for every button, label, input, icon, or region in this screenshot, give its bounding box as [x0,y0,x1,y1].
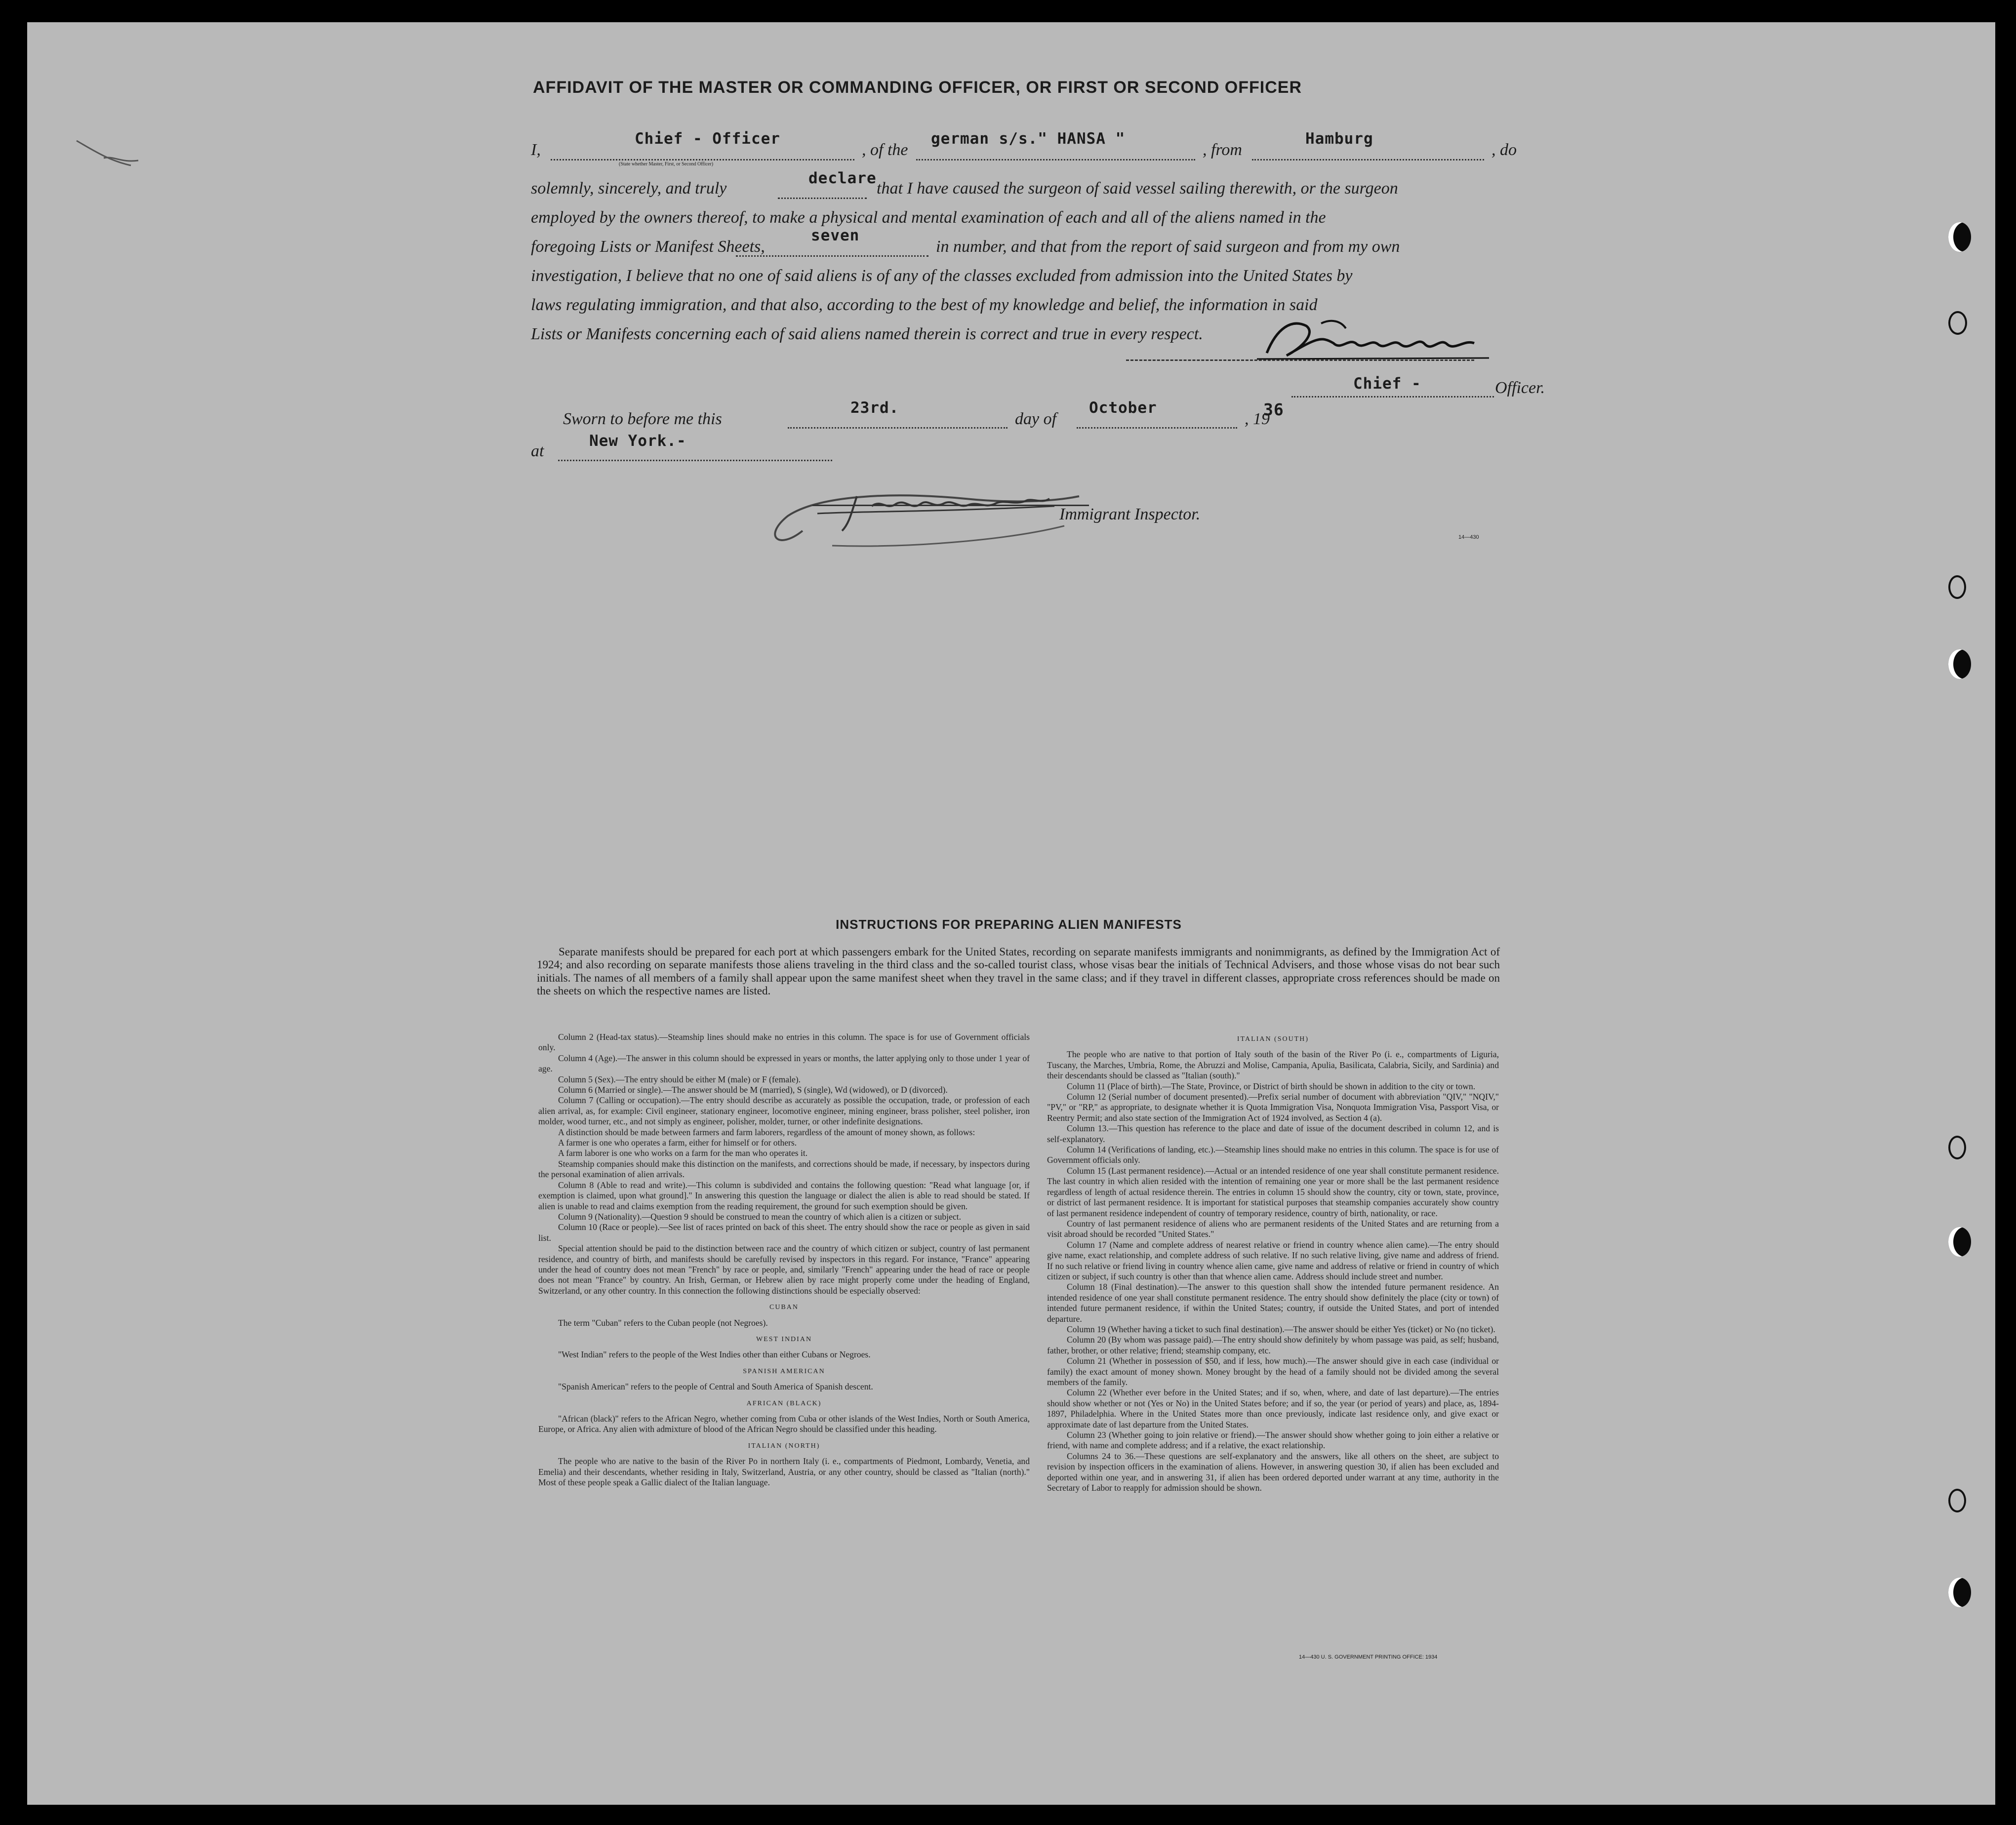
document-page: AFFIDAVIT OF THE MASTER OR COMMANDING OFFICER, OR FIRST OR SECOND OFFICER I, Chief - Officer (State whether Master, First, or Second Officer) , of the german s/s." HANSA " , from Hamburg , do solemnly, sincerely, and truly declare that I have caused the surgeon of said vessel sailing therewith, or the surgeon employed by the owners thereof, to make a physical and mental examination of each and all of the aliens named in the foregoing Lists or Manifest Sheets, seven in number, and that from the report of said surgeon and from my own investigation, I believe that no one of said aliens is of any of the classes excluded from admission into the United States by laws regulating immigration, and that also, according to the best of my knowledge and belief, the information in said Lists or Manifests concerning each of said aliens named therein is correct and true in every respect. Chief - Officer. Sworn to before me this 23rd. day of October , 19 36 at New York.- Immigrant Inspector. 14—430 INSTRUCTIONS FOR PREPARING ALIEN MANIFESTS Separate manifests should be prepared for each port at which passengers embark for the United States, recording on separate manifests immigrants and nonimmigrants, as defined by the Immigration Act of 1924; and also recording on separate manifests those aliens traveling in the third class and the so-called tourist class, whose visas bear the initials of Technical Advisers, and those whose visas do not bear such initials. The names of all members of a family shall appear upon the same manifest sheet when they travel in the same class; and if they travel in different classes, appropriate cross references should be made on the sheets on which the respective names are listed. Column 2 (Head-tax status).—Steamship lines should make no entries in this column. The space is for use of Government officials only. Column 4 (Age).—The answer in this column should be expressed in years or months, the latter applying only to those under 1 year of age. Column 5 (Sex).—The entry should be either M (male) or F (female). Column 6 (Married or single).—The answer should be M (married), S (single), Wd (widowed), or D (divorced). Column 7 (Calling or occupation).—The entry should describe as accurately as possible the occupation, trade, or profession of each alien arrival, as, for example: Civil engineer, stationary engineer, locomotive engineer, mining engineer, brass polisher, steel polisher, iron molder, wood turner, etc., and not simply as engineer, polisher, molder, turner, or other indefinite designations. A distinction should be made between farmers and farm laborers, regardless of the amount of money shown, as follows: A farmer is one who operates a farm, either for himself or for others. A farm laborer is one who works on a farm for the man who operates it. Steamship companies should make this distinction on the manifests, and corrections should be made, if necessary, by inspectors during the personal examination of alien arrivals. Column 8 (Able to read and write).—This column is subdivided and contains the following question: "Read what language [or, if exemption is claimed, upon what ground]." In answering this question the language or dialect the alien is able to read should be stated. If alien is unable to read and claims exemption from the reading requirement, the ground for such exemption should be given. Column 9 (Nationality).—Question 9 should be construed to mean the country of which alien is a citizen or subject. Column 10 (Race or people).—See list of races printed on back of this sheet. The entry should show the race or people as given in said list. Special attention should be paid to the distinction between race and the country of which citizen or subject, country of last permanent residence, and country of birth, and manifests should be carefully revised by inspectors in this regard. For instance, "France" appearing under the head of country does not mean "French" by race or people, and, similarly "French" appearing under the head of race or people does not mean "France" by country. An Irish, German, or Hebrew alien by race might properly come under the heading of England, Switzerland, or any other country. In this connection the following distinctions should be especially observed: CUBAN The term "Cuban" refers to the Cuban people (not Negroes). WEST INDIAN "West Indian" refers to the people of the West Indies other than either Cubans or Negroes. SPANISH AMERICAN "Spanish American" refers to the people of Central and South America of Spanish descent. AFRICAN (BLACK) "African (black)" refers to the African Negro, whether coming from Cuba or other islands of the West Indies, North or South America, Europe, or Africa. Any alien with admixture of blood of the African Negro should be classified under this heading. ITALIAN (NORTH) The people who are native to the basin of the River Po in northern Italy (i. e., compartments of Piedmont, Lombardy, Venetia, and Emelia) and their descendants, whether residing in Italy, Switzerland, Austria, or any other country, should be classed as "Italian (north)." Most of these people speak a Gallic dialect of the Italian language. ITALIAN (SOUTH) The people who are native to that portion of Italy south of the basin of the River Po (i. e., compartments of Liguria, Tuscany, the Marches, Umbria, Rome, the Abruzzi and Molise, Campania, Apulia, Basilicata, Calabria, Sicily, and Sardinia) and their descendants should be classed as "Italian (south)." Column 11 (Place of birth).—The State, Province, or District of birth should be shown in addition to the city or town. Column 12 (Serial number of document presented).—Prefix serial number of document with abbreviation "QIV," "NQIV," "PV," or "RP," as appropriate, to designate whether it is Quota Immigration Visa, Nonquota Immigration Visa, Passport Visa, or Reentry Permit; and also state section of the Immigration Act of 1924 involved, as Section 4 (a). Column 13.—This question has reference to the place and date of issue of the document described in column 12, and is self-explanatory. Column 14 (Verifications of landing, etc.).—Steamship lines should make no entries in this column. The space is for use of Government officials only. Column 15 (Last permanent residence).—Actual or an intended residence of one year shall constitute permanent residence. The last country in which alien resided with the intention of remaining one year or more shall be the last permanent residence regardless of length of actual residence therein. The entries in column 15 should show the country, city or town, state, province, or district of last permanent residence. It is important for statistical purposes that steamship companies accurately show country of last permanent residence independent of country of temporary residence, country of birth, nationality, or race. Country of last permanent residence of aliens who are permanent residents of the United States and are returning from a visit abroad should be recorded "United States." Column 17 (Name and complete address of nearest relative or friend in country whence alien came).—The entry should give name, exact relationship, and complete address of such relative. If no such relative living, give name and address of friend. If no such relative or friend living in country whence alien came, give name and address of relative or friend in country of which citizen or subject, if such country is other than that whence alien came. Address should include street and number. Column 18 (Final destination).—The answer to this question shall show the intended future permanent residence. An intended residence of one year shall constitute permanent residence. The entry should show definitely the place (city or town) of intended future permanent residence, if within the United States; country, if outside the United States, and port of intended departure. Column 19 (Whether having a ticket to such final destination).—The answer should be either Yes (ticket) or No (no ticket). Column 20 (By whom was passage paid).—The entry should show definitely by whom passage was paid, as self; husband, father, brother, or other relative; friend; steamship company, etc. Column 21 (Whether in possession of $50, and if less, how much).—The answer should give in each case (individual or family) the exact amount of money shown. Money brought by the head of a family should not be divided among the several members of the family. Column 22 (Whether ever before in the United States; and if so, when, where, and date of last departure).—The entries should show whether or not (Yes or No) in the United States before; and if so, the year (or period of years) and place, as, 1894-1897, Philadelphia. Where in the United States more than once previously, indicate last residence only, and give exact or approximate date of last departure from the United States. Column 23 (Whether going to join relative or friend).—The answer should show whether going to join either a relative or friend, with name and complete address; and if a relative, the exact relationship. Columns 24 to 36.—These questions are self-explanatory and the answers, like all others on the sheet, are subject to revision by inspection officers in the examination of aliens. However, in answering question 30, if alien has been excluded and deported within one year, and in answering 31, if alien has been ordered deported under warrant at any time, authority in the Secretary of Labor to reapply for admission should be shown. 14—430 U. S. GOVERNMENT PRINTING OFFICE: 1934 [27,22,1995,1805]
officer-caption: Officer. [1495,379,1545,397]
form-number: 14—430 [1458,534,1479,540]
sheet-count-field: seven [811,227,860,244]
signer-rank-field: Chief - [1353,375,1421,393]
sworn-text: Sworn to before me this [563,410,722,428]
affidavit-text: I, [531,141,541,159]
instructions-right-column: ITALIAN (SOUTH) The people who are native to that portion of Italy south of the basin of the River Po (i. e., compartments of Liguria, Tuscany, the Marches, Umbria, Rome, the Abruzzi and Molise, Campania, Apulia, Basilicata, Calabria, Sicily, and Sardinia) and their descendants should be classed as "Italian (south)." Column 11 (Place of birth).—The State, Province, or District of birth should be shown in addition to the city or town. Column 12 (Serial number of document presented).—Prefix serial number of document with abbreviation "QIV," "NQIV," "PV," or "RP," as appropriate, to designate whether it is Quota Immigration Visa, Nonquota Immigration Visa, Passport Visa, or Reentry Permit; and also state section of the Immigration Act of 1924 involved, as Section 4 (a). Column 13.—This question has reference to the place and date of issue of the document described in column 12, and is self-explanatory. Column 14 (Verifications of landing, etc.).—Steamship lines should make no entries in this column. The space is for use of Government officials only. Column 15 (Last permanent residence).—Actual or an intended residence of one year shall constitute permanent residence. The last country in which alien resided with the intention of remaining one year or more shall be the last permanent residence regardless of length of actual residence therein. The entries in column 15 should show the country, city or town, state, province, or district of last permanent residence. It is important for statistical purposes that steamship companies accurately show country of last permanent residence independent of country of temporary residence, country of birth, nationality, or race. Country of last permanent residence of aliens who are permanent residents of the United States and are returning from a visit abroad should be recorded "United States." Column 17 (Name and complete address of nearest relative or friend in country whence alien came).—The entry should give name, exact relationship, and complete address of such relative. If no such relative living, give name and address of friend. If no such relative or friend living in country whence alien came, give name and address of relative or friend in country of which citizen or subject, if such country is other than that whence alien came. Address should include street and number. Column 18 (Final destination).—The answer to this question shall show the intended future permanent residence. An intended residence of one year shall constitute permanent residence. The entry should show definitely the place (city or town) of intended future permanent residence, if within the United States; country, if outside the United States, and port of intended departure. Column 19 (Whether having a ticket to such final destination).—The answer should be either Yes (ticket) or No (no ticket). Column 20 (By whom was passage paid).—The entry should show definitely by whom passage was paid, as self; husband, father, brother, or other relative; friend; steamship company, etc. Column 21 (Whether in possession of $50, and if less, how much).—The answer should give in each case (individual or family) the exact amount of money shown. Money brought by the head of a family should not be divided among the several members of the family. Column 22 (Whether ever before in the United States; and if so, when, where, and date of last departure).—The entries should show whether or not (Yes or No) in the United States before; and if so, the year (or period of years) and place, as, 1894-1897, Philadelphia. Where in the United States more than once previously, indicate last residence only, and give exact or approximate date of last departure from the United States. Column 23 (Whether going to join relative or friend).—The answer should show whether going to join either a relative or friend, with name and complete address; and if a relative, the exact relationship. Columns 24 to 36.—These questions are self-explanatory and the answers, like all others on the sheet, are subject to revision by inspection officers in the examination of aliens. However, in answering question 30, if alien has been excluded and deported within one year, and in answering 31, if alien has been ordered deported under warrant at any time, authority in the Secretary of Labor to reapply for admission should be shown. [1047,1035,1499,1493]
binder-hole-icon [1948,1489,1966,1512]
rank-caption: (State whether Master, First, or Second Officer) [619,161,714,167]
pencil-mark-icon [74,131,143,170]
port-field: Hamburg [1305,130,1373,148]
binder-hole-icon [1948,649,1971,679]
instructions-heading: INSTRUCTIONS FOR PREPARING ALIEN MANIFESTS [836,917,1182,932]
declaration-field: declare [808,169,877,187]
instructions-intro: Separate manifests should be prepared for each port at which passengers embark for the United States, recording on separate manifests immigrants and nonimmigrants, as defined by the Immigration Act of 1924; and also recording on separate manifests those aliens traveling in the third class and the so-called tourist class, whose visas bear the initials of Technical Advisers, and those whose visas do not bear such initials. The names of all members of a family shall appear upon the same manifest sheet when they travel in the same class; and if they travel in different classes, appropriate cross references should be made on the sheets on which the respective names are listed. [537,946,1500,997]
inspector-caption: Immigrant Inspector. [1059,505,1201,523]
binder-hole-icon [1948,222,1971,252]
binder-hole-icon [1948,1227,1971,1257]
printing-office-note: 14—430 U. S. GOVERNMENT PRINTING OFFICE: 1934 [1299,1654,1438,1660]
officer-signature [1247,309,1504,373]
instructions-left-column: Column 2 (Head-tax status).—Steamship lines should make no entries in this column. The space is for use of Government officials only. Column 4 (Age).—The answer in this column should be expressed in years or months, the latter applying only to those under 1 year of age. Column 5 (Sex).—The entry should be either M (male) or F (female). Column 6 (Married or single).—The answer should be M (married), S (single), Wd (widowed), or D (divorced). Column 7 (Calling or occupation).—The entry should describe as accurately as possible the occupation, trade, or profession of each alien arrival, as, for example: Civil engineer, stationary engineer, locomotive engineer, mining engineer, brass polisher, steel polisher, iron molder, wood turner, etc., and not simply as engineer, polisher, molder, turner, or other indefinite designations. A distinction should be made between farmers and farm laborers, regardless of the amount of money shown, as follows: A farmer is one who operates a farm, either for himself or for others. A farm laborer is one who works on a farm for the man who operates it. Steamship companies should make this distinction on the manifests, and corrections should be made, if necessary, by inspectors during the personal examination of alien arrivals. Column 8 (Able to read and write).—This column is subdivided and contains the following question: "Read what language [or, if exemption is claimed, upon what ground]." In answering this question the language or dialect the alien is able to read should be stated. If alien is unable to read and claims exemption from the reading requirement, the ground for such exemption should be given. Column 9 (Nationality).—Question 9 should be construed to mean the country of which alien is a citizen or subject. Column 10 (Race or people).—See list of races printed on back of this sheet. The entry should show the race or people as given in said list. Special attention should be paid to the distinction between race and the country of which citizen or subject, country of last permanent residence, and country of birth, and manifests should be carefully revised by inspectors in this regard. For instance, "France" appearing under the head of country does not mean "French" by race or people, and, similarly "French" appearing under the head of race or people does not mean "France" by country. An Irish, German, or Hebrew alien by race might properly come under the heading of England, Switzerland, or any other country. In this connection the following distinctions should be especially observed: CUBAN The term "Cuban" refers to the Cuban people (not Negroes). WEST INDIAN "West Indian" refers to the people of the West Indies other than either Cubans or Negroes. SPANISH AMERICAN "Spanish American" refers to the people of Central and South America of Spanish descent. AFRICAN (BLACK) "African (black)" refers to the African Negro, whether coming from Cuba or other islands of the West Indies, North or South America, Europe, or Africa. Any alien with admixture of blood of the African Negro should be classified under this heading. ITALIAN (NORTH) The people who are native to the basin of the River Po in northern Italy (i. e., compartments of Piedmont, Lombardy, Venetia, and Emelia) and their descendants, whether residing in Italy, Switzerland, Austria, or any other country, should be classed as "Italian (north)." Most of these people speak a Gallic dialect of the Italian language. [538,1032,1030,1488]
sworn-day-field: 23rd. [850,399,899,417]
sworn-month-field: October [1089,399,1157,417]
binder-hole-icon [1948,311,1967,335]
sworn-year-field: 36 [1263,400,1284,419]
binder-hole-icon [1948,1578,1971,1607]
vessel-field: german s/s." HANSA " [931,130,1126,148]
officer-rank-field: Chief - Officer [635,130,780,148]
sworn-place-field: New York.- [589,432,686,450]
affidavit-heading: AFFIDAVIT OF THE MASTER OR COMMANDING OFFICER, OR FIRST OR SECOND OFFICER [533,78,1302,97]
binder-hole-icon [1948,1136,1966,1159]
binder-hole-icon [1948,575,1966,599]
